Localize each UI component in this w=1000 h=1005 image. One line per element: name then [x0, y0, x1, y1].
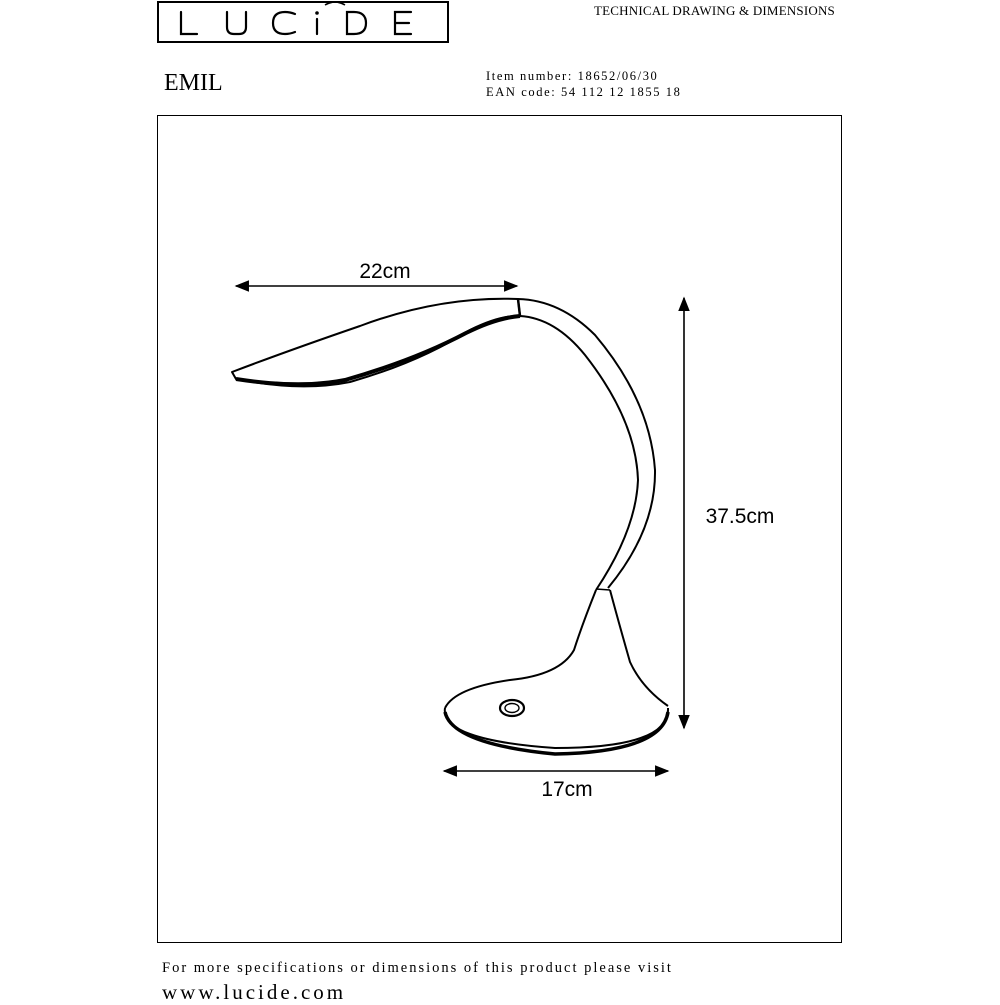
item-number: Item number: 18652/06/30: [486, 69, 659, 83]
dimension-label-height: 37.5cm: [705, 505, 775, 528]
lamp-base: [445, 590, 668, 754]
dimension-height: [684, 298, 774, 728]
lamp-arm: [518, 299, 655, 590]
product-name: EMIL: [164, 70, 223, 96]
dimension-shade-length: [236, 260, 517, 286]
dimension-label-base-width: 17cm: [541, 778, 593, 801]
footer-note: For more specifications or dimensions of this product please visit: [162, 960, 673, 976]
website-link[interactable]: www.lucide.com: [162, 980, 347, 1004]
dimension-base-width: [444, 771, 668, 801]
dimension-label-shade-length: 22cm: [359, 260, 411, 283]
ean-code: EAN code: 54 112 12 1855 18: [486, 85, 682, 99]
lamp-head: [232, 299, 520, 387]
document-type-title: TECHNICAL DRAWING & DIMENSIONS: [594, 3, 835, 18]
